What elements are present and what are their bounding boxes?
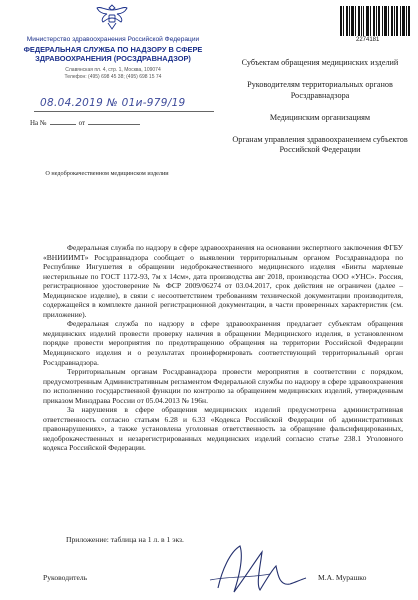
coat-of-arms-icon — [95, 2, 129, 32]
paragraph-3: Территориальным органам Росздравнадзора провести мероприятия в соответствии с порядком, предусмотренным Административным регламентом Федеральной службы по надзору в сфере здравоохранения по исполнению государственной функции по контролю за обращением медицинских изделий, утвержденным приказом Минздрава России от 05.04.2013 № 196н. — [43, 367, 403, 405]
paragraph-2: Федеральная служба по надзору в сфере здравоохранения предлагает субъектам обращения медицинских изделий провести проверку наличия в обращении Медицинского изделия, в установленном порядке провести мероприятия по предотвращению обращения на территории Российской Федерации Медицинского изделия и о результатах проинформировать соответствующий территориальный орган Росздравнадзора. — [43, 319, 403, 367]
ministry-name: Министерство здравоохранения Российской Федерации — [26, 36, 200, 43]
ot-label: от — [78, 119, 86, 127]
na-label: На № — [30, 119, 47, 127]
signatory-position: Руководитель — [43, 573, 88, 582]
paragraph-1: Федеральная служба по надзору в сфере здравоохранения на основании экспертного заключения ФГБУ «ВНИИИМТ» Росздравнадзора сообщает о выявлении территориальным органом Росздравнадзора по Республике Ингушетия в обращении недоброкачественного медицинского изделия «Бинты марлевые нестерильные по ГОСТ 1172-93, 7м х 14см», дата производства авг 2018, производства ООО «УНС». Россия, регистрационное удостоверение № ФСР 2009/06274 от 03.04.2017, срок действия не ограничен (далее – Медицинское изделие), в связи с несоответствием требованиям технической документации производителя, содержащейся в комплекте данной регистрационной документации, в части проверенных характеристик (см. приложение). — [43, 243, 403, 319]
paragraph-4: За нарушения в сфере обращения медицинских изделий предусмотрена административная ответственность согласно статьям 6.28 и 6.33 «Кодекса Российской Федерации об административных правонарушениях», а также установлена уголовная ответственность за обращение фальсифицированных, недоброкачественных и незарегистрированных медицинских изделий согласно статье 238.1 Уголовного кодекса Российской Федерации. — [43, 405, 403, 453]
recipient-2: Руководителям территориальных органов Росздравнадзора — [247, 80, 393, 100]
underline — [88, 124, 140, 125]
underline — [34, 111, 214, 112]
outgoing-number-field — [20, 97, 220, 113]
recipient-1: Субъектам обращения медицинских изделий — [241, 58, 399, 67]
sender-block — [18, 36, 208, 80]
barcode — [340, 6, 410, 36]
signatory-name: М.А. Мурашко — [318, 573, 367, 582]
attachment-note: Приложение: таблица на 1 л. в 1 экз. — [66, 535, 184, 544]
barcode-number: 2274181 — [356, 37, 380, 43]
handwritten-outgoing-number: 08.04.2019 № 01и-979/19 — [40, 97, 186, 109]
service-name: ФЕДЕРАЛЬНАЯ СЛУЖБА ПО НАДЗОРУ В СФЕРЕ ЗДРАВООХРАНЕНИЯ (РОСЗДРАВНАДЗОР) — [23, 45, 203, 63]
recipients-block — [230, 58, 410, 168]
underline — [50, 124, 76, 125]
address-line-2: Телефон: (495) 698 45 38; (495) 698 15 74 — [64, 73, 162, 80]
reply-reference-field — [30, 119, 143, 127]
handwritten-signature — [200, 540, 310, 598]
letter-body — [43, 243, 403, 453]
letter-subject: О недоброкачественном медицинском изделии — [45, 170, 169, 177]
recipient-3: Медицинским организациям — [269, 112, 371, 122]
recipient-4: Органам управления здравоохранением субъектов Российской Федерации — [232, 135, 408, 155]
address-line-1: Славянская пл. 4, стр. 1, Москва, 109074 — [65, 67, 161, 74]
